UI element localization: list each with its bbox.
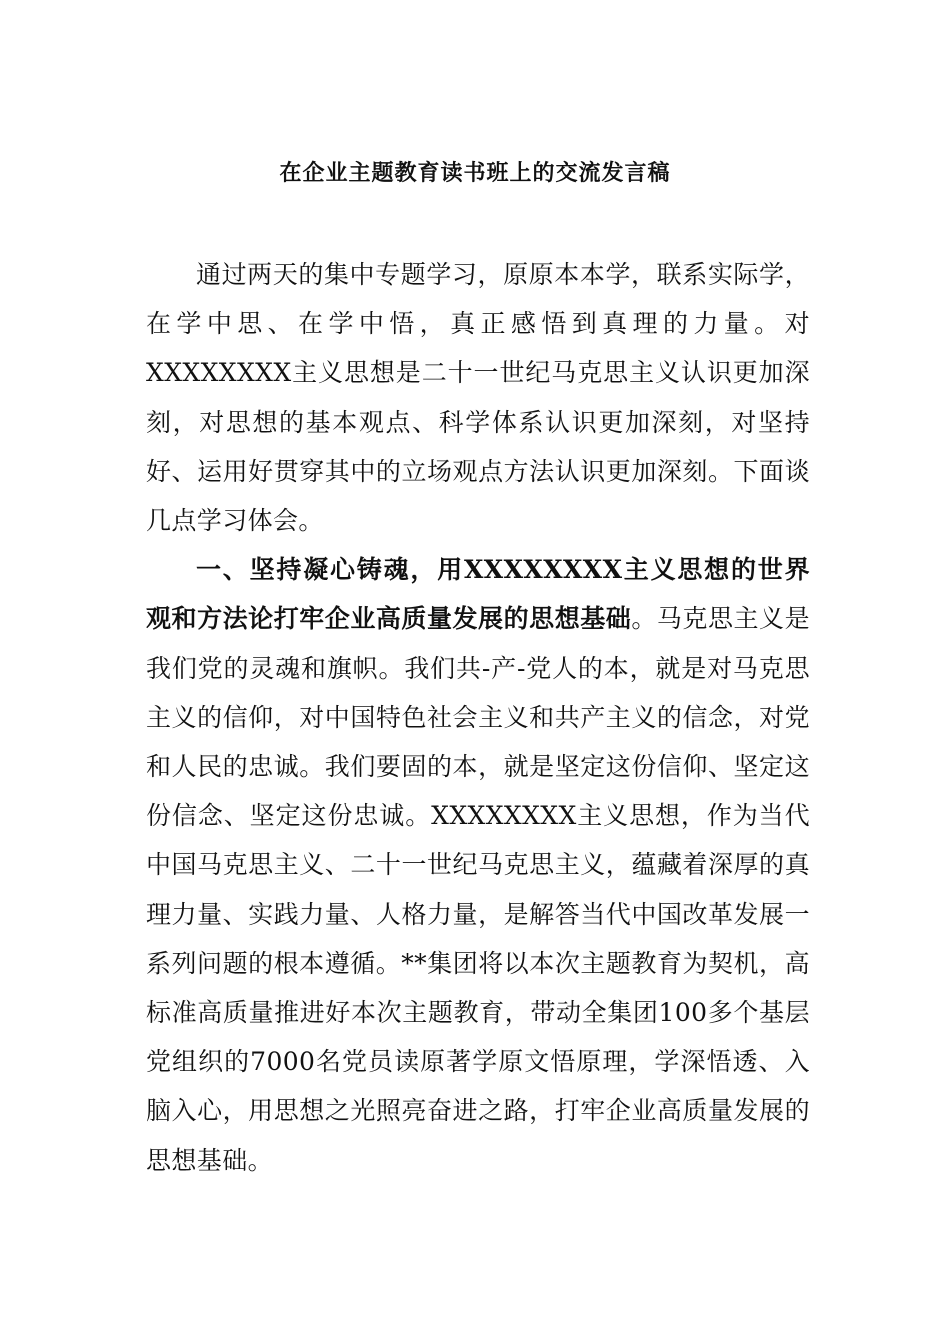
section-one-text: 。马克思主义是我们党的灵魂和旗帜。我们共-产-党人的本，就是对马克思主义的信仰，对中国特色社会主义和共产主义的信念，对党和人民的忠诚。我们要固的本，就是坚定这份信仰、坚定这份信念、坚定这份忠诚。XXXXXXXX主义思想，作为当代中国马克思主义、二十一世纪马克思主义，蕴藏着深厚的真理力量、实践力量、人格力量，是解答当代中国改革发展一系列问题的根本遵循。**集团将以本次主题教育为契机，高标准高质量推进好本次主题教育，带动全集团100多个基层党组织的7000名党员读原著学原文悟原理，学深悟透、入脑入心，用思想之光照亮奋进之路，打牢企业高质量发展的思想基础。 — [146, 604, 810, 1175]
document-title: 在企业主题教育读书班上的交流发言稿 — [279, 160, 671, 186]
intro-paragraph — [146, 250, 810, 545]
intro-paragraph-text: 通过两天的集中专题学习，原原本本学，联系实际学，在学中思、在学中悟，真正感悟到真理的力量。对XXXXXXXX主义思想是二十一世纪马克思主义认识更加深刻，对思想的基本观点、科学体系认识更加深刻，对坚持好、运用好贯穿其中的立场观点方法认识更加深刻。下面谈几点学习体会。 — [146, 260, 810, 536]
section-one-paragraph — [146, 545, 810, 1185]
document-body — [146, 250, 810, 1185]
section-one-heading: 一、坚持凝心铸魂，用XXXXXXXX主义思想的世界观和方法论打牢企业高质量发展的思想基础 — [146, 555, 810, 634]
